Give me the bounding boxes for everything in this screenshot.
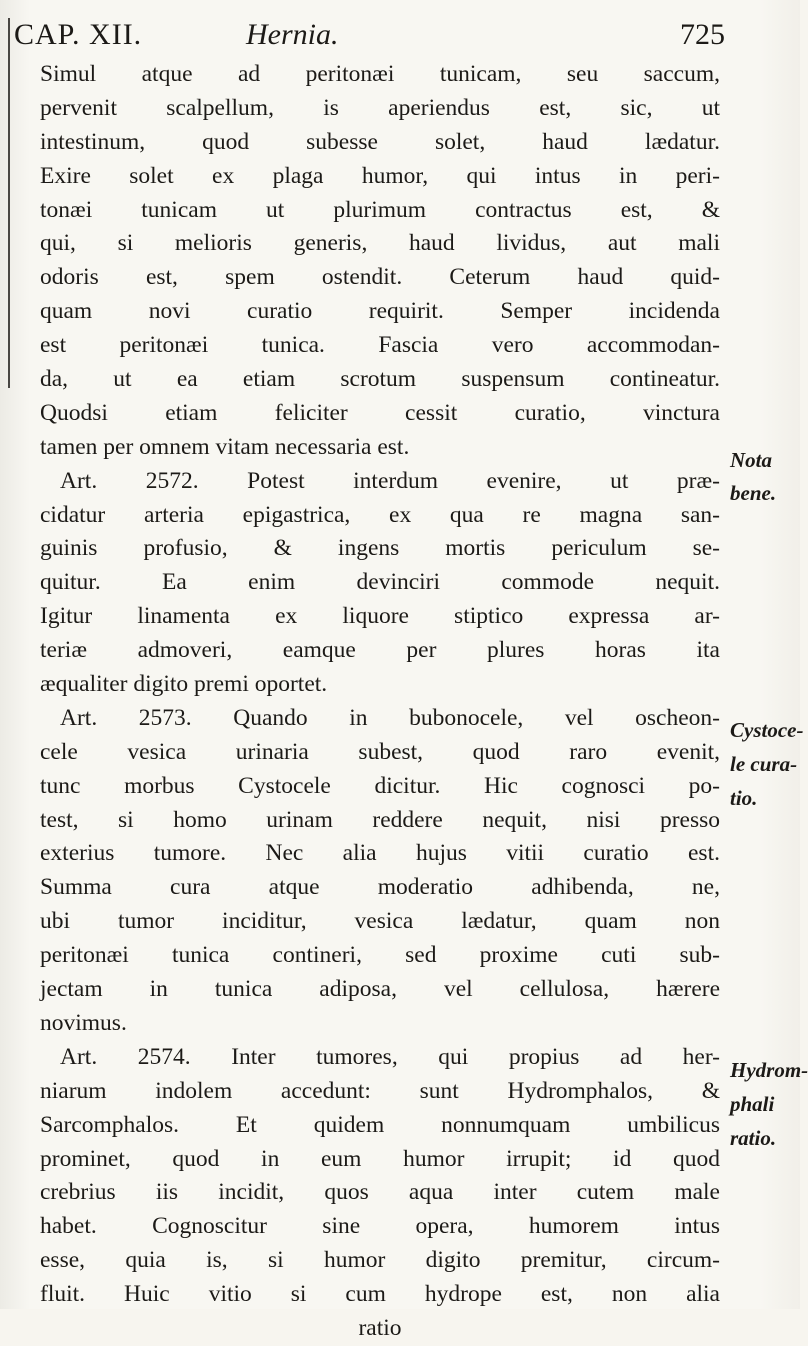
text-line: habet. Cognoscitur sine opera, humorem intus	[40, 1213, 720, 1240]
text-line: Sarcomphalos. Et quidem nonnumquam umbilicus	[40, 1111, 720, 1138]
margin-note: le cura-	[730, 752, 798, 776]
text-line: ubi tumor inciditur, vesica lædatur, quam non	[40, 908, 720, 935]
article-2573-start: Art. 2573. Quando in bubonocele, vel oscheon-	[60, 704, 720, 731]
text-line: test, si homo urinam reddere nequit, nisi presso	[40, 806, 720, 833]
page-number: 725	[680, 18, 725, 51]
text-line: cele vesica urinaria subest, quod raro evenit,	[40, 738, 720, 765]
catchword: ratio	[358, 1314, 402, 1341]
text-line: fluit. Huic vitio si cum hydrope est, non alia	[40, 1281, 720, 1308]
text-line: qui, si melioris generis, haud lividus, aut mali	[40, 230, 720, 257]
margin-note: bene.	[730, 481, 777, 505]
text-line: guinis profusio, & ingens mortis periculum se-	[40, 535, 720, 562]
text-line: tunc morbus Cystocele dicitur. Hic cognosci po-	[40, 772, 720, 799]
text-line: odoris est, spem ostendit. Ceterum haud quid-	[40, 264, 720, 291]
margin-note: ratio.	[730, 1126, 777, 1150]
text-line: exterius tumore. Nec alia hujus vitii curatio est.	[40, 840, 720, 867]
text-line: tamen per omnem vitam necessaria est.	[40, 433, 410, 460]
text-line: novimus.	[40, 1009, 127, 1036]
text-line: Exire solet ex plaga humor, qui intus in peri-	[40, 162, 720, 189]
margin-note: phali	[730, 1092, 775, 1116]
text-line: quitur. Ea enim devinciri commode nequit.	[40, 569, 720, 596]
text-line: æqualiter digito premi oportet.	[40, 671, 328, 698]
text-line: prominet, quod in eum humor irrupit; id quod	[40, 1145, 720, 1172]
margin-note: Nota	[730, 448, 772, 472]
text-line: intestinum, quod subesse solet, haud lædatur.	[40, 128, 720, 155]
left-margin-rule	[8, 18, 10, 388]
text-line: tonæi tunicam ut plurimum contractus est, &	[40, 196, 720, 223]
margin-note: tio.	[730, 786, 758, 810]
text-line: jectam in tunica adiposa, vel cellulosa, hærere	[40, 976, 720, 1003]
running-header	[14, 14, 774, 58]
text-line: crebrius iis incidit, quos aqua inter cutem male	[40, 1179, 720, 1206]
article-2572-start: Art. 2572. Potest interdum evenire, ut præ-	[60, 467, 720, 494]
text-line: teriæ admoveri, eamque per plures horas ita	[40, 637, 720, 664]
text-line: Simul atque ad peritonæi tunicam, seu saccum,	[40, 61, 720, 87]
text-line: quam novi curatio requirit. Semper incidenda	[40, 298, 720, 325]
chapter-label: CAP. XII.	[14, 18, 143, 51]
text-line: esse, quia is, si humor digito premitur, circum-	[40, 1247, 720, 1274]
text-line: pervenit scalpellum, is aperiendus est, sic, ut	[40, 94, 720, 121]
text-line: cidatur arteria epigastrica, ex qua re magna san-	[40, 501, 720, 528]
margin-note: Cystoce-	[730, 718, 804, 742]
text-line: Quodsi etiam feliciter cessit curatio, vinctura	[40, 399, 720, 426]
margin-note: Hydrom-	[730, 1058, 808, 1082]
text-line: Summa cura atque moderatio adhibenda, ne,	[40, 874, 720, 901]
body-text	[40, 58, 720, 1346]
text-line: Igitur linamenta ex liquore stiptico expressa ar-	[40, 603, 720, 630]
text-line: est peritonæi tunica. Fascia vero accommodan-	[40, 332, 720, 359]
text-line: peritonæi tunica contineri, sed proxime cuti sub-	[40, 942, 720, 969]
text-line: da, ut ea etiam scrotum suspensum contineatur.	[40, 366, 720, 393]
text-line: niarum indolem accedunt: sunt Hydromphalos, &	[40, 1077, 720, 1104]
running-title: Hernia.	[246, 18, 339, 51]
article-2574-start: Art. 2574. Inter tumores, qui propius ad her-	[60, 1043, 720, 1070]
